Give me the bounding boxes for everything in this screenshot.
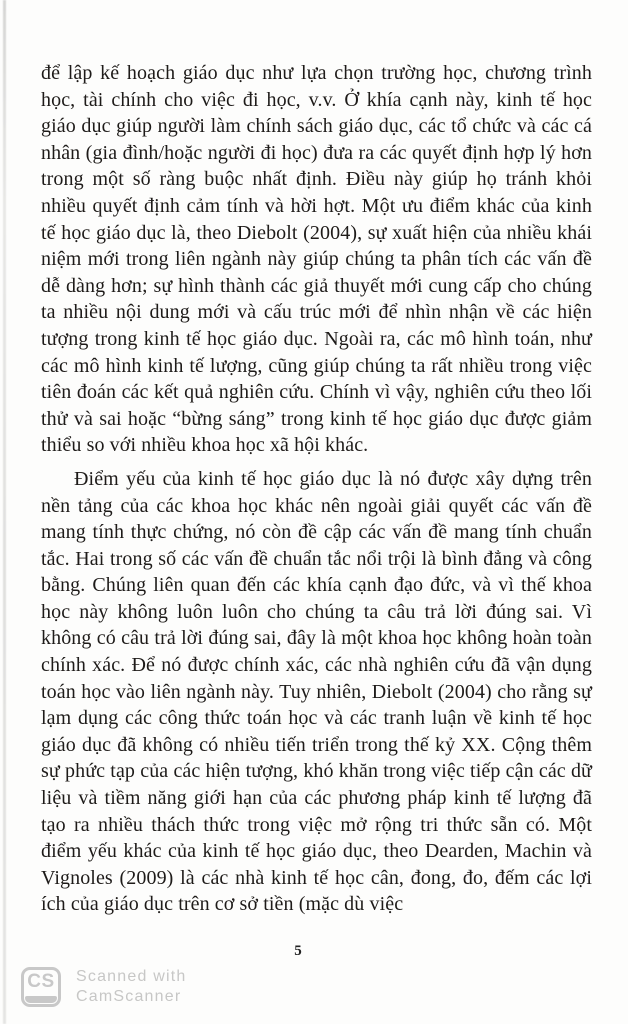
- camscanner-logo-letters: CS: [27, 971, 55, 992]
- body-paragraph: Điểm yếu của kinh tế học giáo dục là nó được xây dựng trên nền tảng của các khoa học khác nên ngoài giải quyết các vấn đề mang tính thực chứng, nó còn đề cập các vấn đề mang tính chuẩn tắc. Hai trong số các vấn đề chuẩn tắc nổi trội là bình đẳng và công bằng. Chúng liên quan đến các khía cạnh đạo đức, và vì thế khoa học này không luôn luôn cho chúng ta câu trả lời đúng sai. Vì không có câu trả lời đúng sai, đây là một khoa học không hoàn toàn chính xác. Để nó được chính xác, các nhà nghiên cứu đã vận dụng toán học vào liên ngành này. Tuy nhiên, Diebolt (2004) cho rằng sự lạm dụng các công thức toán học và các tranh luận về kinh tế học giáo dục đã không có nhiều tiến triển trong thế kỷ XX. Cộng thêm sự phức tạp của các hiện tượng, khó khăn trong việc tiếp cận các dữ liệu và tiềm năng giới hạn của các phương pháp kinh tế lượng đã tạo ra nhiều thách thức trong việc mở rộng tri thức sẵn có. Một điểm yếu khác của kinh tế học giáo dục, theo Dearden, Machin và Vignoles (2009) là các nhà kinh tế học cân, đong, đo, đếm các lợi ích của giáo dục trên cơ sở tiền (mặc dù việc: [41, 467, 592, 916]
- scanned-page-text: [41, 60, 592, 918]
- watermark-line-2: CamScanner: [76, 988, 182, 1005]
- body-paragraph: để lập kế hoạch giáo dục như lựa chọn trường học, chương trình học, tài chính cho việc đi học, v.v. Ở khía cạnh này, kinh tế học giáo dục giúp người làm chính sách giáo dục, các tổ chức và các cá nhân (gia đình/hoặc người đi học) đưa ra các quyết định hợp lý hơn trong một số ràng buộc nhất định. Điều này giúp họ tránh khỏi nhiều quyết định cảm tính và hời hợt. Một ưu điểm khác của kinh tế học giáo dục là, theo Diebolt (2004), sự xuất hiện của nhiều khái niệm mới trong liên ngành này giúp chúng ta phân tích các vấn đề dễ dàng hơn; sự hình thành các giả thuyết mới cung cấp cho chúng ta nhiều nội dung mới và cấu trúc mới để nhìn nhận về các hiện tượng trong kinh tế học giáo dục. Ngoài ra, các mô hình toán, như các mô hình kinh tế lượng, cũng giúp chúng ta rất nhiều trong việc tiên đoán các kết quả nghiên cứu. Chính vì vậy, nghiên cứu theo lối thử và sai hoặc “bừng sáng” trong kinh tế học giáo dục được giảm thiểu so với nhiều khoa học xã hội khác.: [41, 62, 592, 457]
- watermark-line-1: Scanned with: [76, 968, 187, 985]
- camscanner-logo-scanner-bed: [25, 996, 57, 1003]
- camscanner-watermark: [21, 967, 186, 1007]
- page-number: 5: [294, 943, 302, 959]
- watermark-text: [76, 967, 186, 1007]
- camscanner-logo-icon: [21, 967, 61, 1007]
- scan-crease-left-edge: [3, 0, 6, 1024]
